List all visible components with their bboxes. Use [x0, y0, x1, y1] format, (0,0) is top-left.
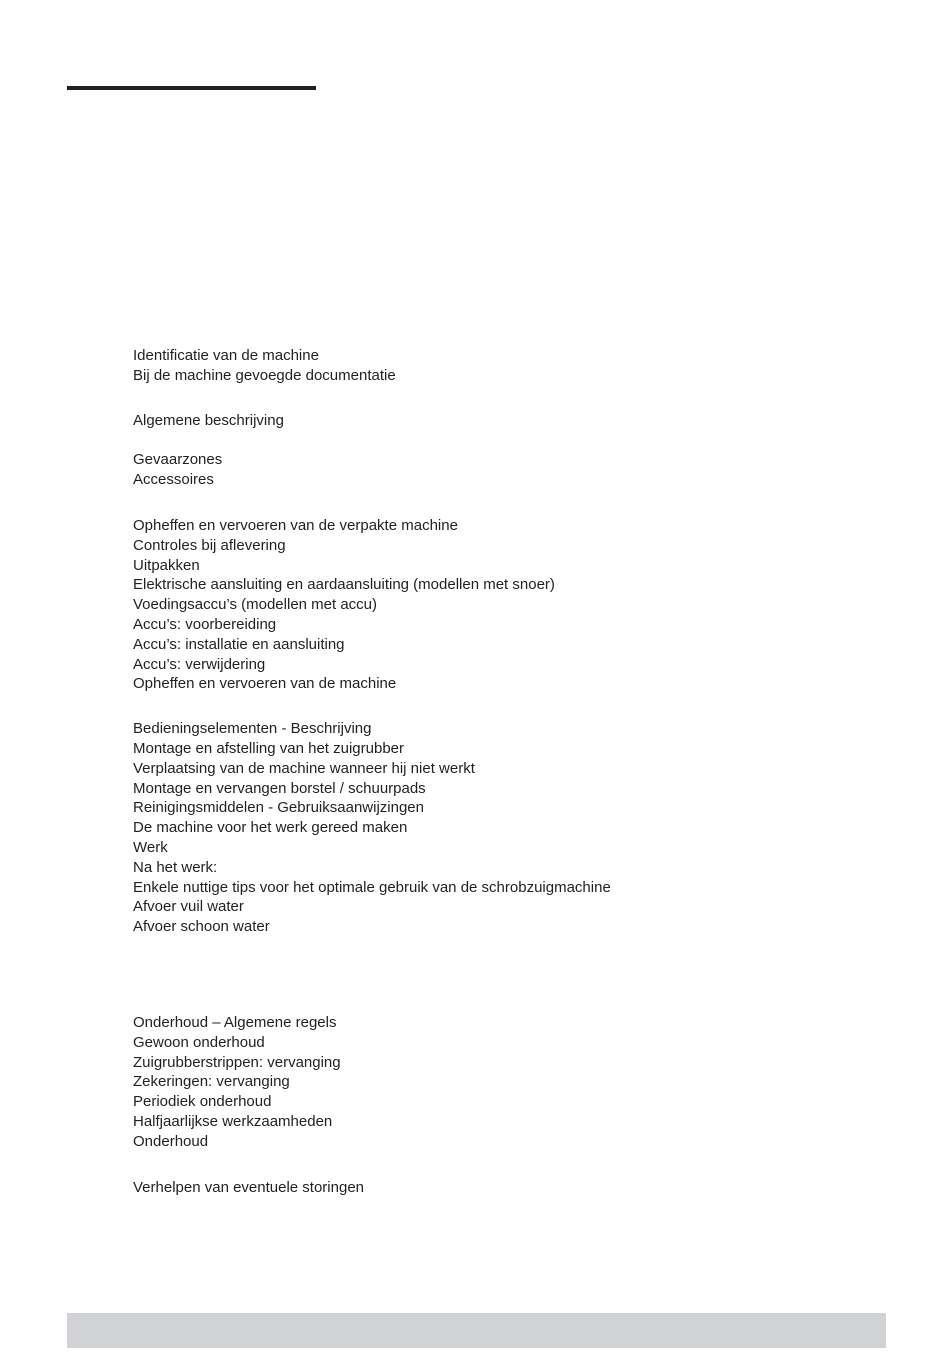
toc-item: Verhelpen van eventuele storingen: [133, 1178, 365, 1196]
toc-item: Accu’s: verwijdering: [133, 655, 266, 673]
toc-item: Na het werk:: [133, 858, 218, 876]
toc-item: Montage en vervangen borstel / schuurpads: [133, 779, 426, 797]
toc-item: Reinigingsmiddelen - Gebruiksaanwijzingen: [133, 799, 424, 817]
toc-item: Werk: [133, 838, 168, 856]
toc-item: Controles bij aflevering: [133, 536, 286, 554]
toc-item: Onderhoud: [133, 1132, 209, 1150]
toc-item: Bij de machine gevoegde documentatie: [133, 366, 396, 384]
toc-item: Montage en afstelling van het zuigrubber: [133, 739, 405, 757]
toc-item: Zekeringen: vervanging: [133, 1073, 290, 1091]
toc-item: Enkele nuttige tips voor het optimale gebruik van de schrobzuigmachine: [133, 878, 611, 896]
table-of-contents: [133, 346, 833, 1197]
toc-item: Accu’s: installatie en aansluiting: [133, 635, 345, 653]
toc-item: Voedingsaccu’s (modellen met accu): [133, 596, 378, 614]
toc-item: Gevaarzones: [133, 451, 223, 469]
toc-item: Uitpakken: [133, 556, 200, 574]
toc-item: Bedieningselementen - Beschrijving: [133, 720, 372, 738]
toc-group-identification: [133, 346, 833, 386]
toc-group-description: [133, 411, 833, 431]
toc-item: Accu’s: voorbereiding: [133, 615, 277, 633]
toc-group-troubleshooting: [133, 1178, 833, 1198]
toc-item: De machine voor het werk gereed maken: [133, 819, 408, 837]
toc-item: Afvoer vuil water: [133, 898, 244, 916]
header-rule: [67, 86, 316, 90]
toc-item: Accessoires: [133, 471, 214, 489]
toc-group-installation: [133, 516, 833, 694]
toc-group-maintenance: [133, 1013, 833, 1152]
toc-item: Identificatie van de machine: [133, 347, 319, 364]
toc-item: Afvoer schoon water: [133, 918, 270, 936]
toc-item: Algemene beschrijving: [133, 411, 284, 429]
toc-group-safety: [133, 450, 833, 490]
toc-group-operation: [133, 719, 833, 937]
toc-item: Onderhoud – Algemene regels: [133, 1013, 337, 1031]
toc-item: Verplaatsing van de machine wanneer hij niet werkt: [133, 759, 475, 777]
toc-item: Elektrische aansluiting en aardaansluiting (modellen met snoer): [133, 576, 555, 594]
toc-item: Opheffen en vervoeren van de machine: [133, 675, 397, 693]
toc-item: Periodiek onderhoud: [133, 1093, 272, 1111]
footer-bar: [67, 1313, 886, 1348]
toc-item: Halfjaarlijkse werkzaamheden: [133, 1112, 333, 1130]
toc-item: Gewoon onderhoud: [133, 1033, 265, 1051]
toc-item: Opheffen en vervoeren van de verpakte machine: [133, 516, 458, 534]
toc-item: Zuigrubberstrippen: vervanging: [133, 1053, 341, 1071]
